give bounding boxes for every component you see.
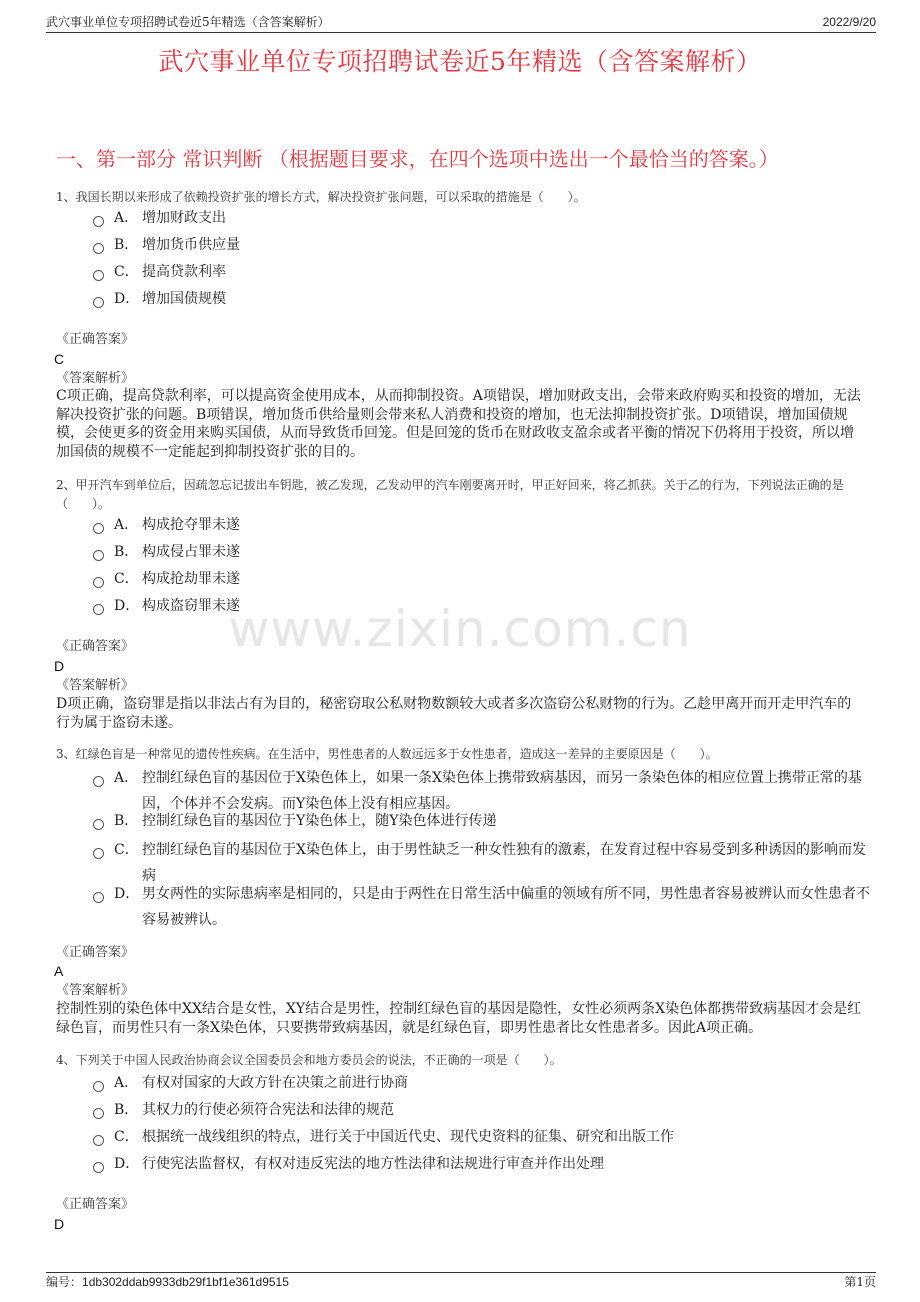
option-text: 提高贷款利率 — [142, 264, 226, 280]
option-b[interactable] — [92, 232, 872, 258]
option-d[interactable] — [92, 593, 872, 619]
answer-value: C — [54, 351, 65, 367]
document-code-value: 1db302ddab9933db29f1bf1e361d9515 — [82, 1275, 289, 1289]
option-text: 增加国债规模 — [142, 291, 226, 307]
radio-button-icon[interactable] — [93, 1108, 104, 1119]
option-text: 其权力的行使必须符合宪法和法律的规范 — [142, 1102, 394, 1118]
answer-value: D — [54, 658, 65, 674]
explanation-text: C项正确，提高贷款利率，可以提高资金使用成本，从而抑制投资。A项错误，增加财政支出，会带来政府购买和投资的增加，无法解决投资扩张的问题。B项错误，增加货币供给量则会带来私人消费和投资的增加，也无法抑制投资扩张。D项错误，增加国债规模，会使更多的资金用来购买国债，从而导致货币回笼。但是回笼的货币在财政收支盈余或者平衡的情况下仍将用于投资，所以增加国债的规模不一定能起到抑制投资扩张的目的。 — [56, 388, 861, 460]
page-title: 武穴事业单位专项招聘试卷近5年精选（含答案解析） — [158, 47, 762, 76]
radio-button-icon[interactable] — [93, 523, 104, 534]
radio-button-icon[interactable] — [93, 216, 104, 227]
header-date: 2022/9/20 — [822, 15, 876, 29]
radio-button-icon[interactable] — [93, 270, 104, 281]
answer-label: 《正确答案》 — [56, 639, 135, 654]
answer-label: 《正确答案》 — [56, 945, 135, 960]
option-c[interactable] — [92, 259, 872, 285]
option-c[interactable] — [92, 566, 872, 592]
option-letter: C． — [114, 842, 139, 858]
explanation-label: 《答案解析》 — [56, 678, 135, 693]
option-letter: B． — [114, 544, 139, 560]
option-letter: B． — [114, 237, 139, 253]
page-footer — [46, 1272, 876, 1291]
option-d[interactable] — [92, 1151, 872, 1177]
radio-button-icon[interactable] — [93, 297, 104, 308]
option-d[interactable] — [92, 881, 872, 933]
option-letter: D． — [114, 291, 140, 307]
option-text: 构成侵占罪未遂 — [142, 544, 240, 560]
radio-button-icon[interactable] — [93, 1081, 104, 1092]
header-doc-title: 武穴事业单位专项招聘试卷近5年精选（含答案解析） — [46, 15, 330, 29]
question-stem: 4、下列关于中国人民政治协商会议全国委员会和地方委员会的说法，不正确的一项是（ ）。 — [56, 1053, 562, 1067]
question-stem: 2、甲开汽车到单位后，因疏忽忘记拔出车钥匙，被乙发现，乙发动甲的汽车刚要离开时，甲正好回来，将乙抓获。关于乙的行为，下列说法正确的是（ ）。 — [56, 478, 844, 511]
option-a[interactable] — [92, 205, 872, 231]
option-text: 控制红绿色盲的基因位于X染色体上，如果一条X染色体上携带致病基因，而另一条染色体的相应位置上携带正常的基因，个体并不会发病。而Y染色体上没有相应基因。 — [142, 770, 862, 812]
option-text: 构成盗窃罪未遂 — [142, 598, 240, 614]
answer-value: D — [54, 1216, 65, 1232]
option-letter: A． — [114, 210, 139, 226]
option-a[interactable] — [92, 512, 872, 538]
radio-button-icon[interactable] — [93, 848, 104, 859]
option-letter: A． — [114, 770, 139, 786]
option-b[interactable] — [92, 539, 872, 565]
option-letter: B． — [114, 813, 139, 829]
document-code — [46, 1273, 289, 1291]
option-c[interactable] — [92, 1124, 872, 1150]
option-letter: A． — [114, 1075, 139, 1091]
option-letter: D． — [114, 598, 140, 614]
question-stem: 1、我国长期以来形成了依赖投资扩张的增长方式，解决投资扩张问题，可以采取的措施是（ ）。 — [56, 190, 586, 204]
option-text: 控制红绿色盲的基因位于X染色体上，由于男性缺乏一种女性独有的激素，在发育过程中容易受到多种诱因的影响而发病 — [142, 842, 866, 884]
option-text: 构成抢夺罪未遂 — [142, 517, 240, 533]
page-number: 第1页 — [844, 1275, 876, 1289]
radio-button-icon[interactable] — [93, 819, 104, 830]
radio-button-icon[interactable] — [93, 604, 104, 615]
option-text: 构成抢劫罪未遂 — [142, 571, 240, 587]
radio-button-icon[interactable] — [93, 892, 104, 903]
option-text: 有权对国家的大政方针在决策之前进行协商 — [142, 1075, 408, 1091]
answer-label: 《正确答案》 — [56, 332, 135, 347]
question-stem: 3、红绿色盲是一种常见的遗传性疾病。在生活中，男性患者的人数远远多于女性患者，造成这一差异的主要原因是（ ）。 — [56, 747, 718, 761]
radio-button-icon[interactable] — [93, 1135, 104, 1146]
option-b[interactable] — [92, 808, 872, 834]
explanation-label: 《答案解析》 — [56, 371, 135, 386]
explanation-text: 控制性别的染色体中XX结合是女性，XY结合是男性，控制红绿色盲的基因是隐性，女性必须两条X染色体都携带致病基因才会是红绿色盲，而男性只有一条X染色体，只要携带致病基因，就是红绿色盲，即男性患者比女性患者多。因此A项正确。 — [56, 1001, 862, 1036]
watermark: www.zixin.com.cn — [228, 600, 692, 658]
option-text: 行使宪法监督权，有权对违反宪法的地方性法律和法规进行审查并作出处理 — [142, 1156, 604, 1172]
option-letter: B． — [114, 1102, 139, 1118]
option-text: 增加财政支出 — [142, 210, 226, 226]
option-letter: A． — [114, 517, 139, 533]
option-text: 增加货币供应量 — [142, 237, 240, 253]
answer-label: 《正确答案》 — [56, 1197, 135, 1212]
section-title: 一、第一部分 常识判断 （根据题目要求，在四个选项中选出一个最恰当的答案。） — [56, 147, 779, 171]
option-text: 根据统一战线组织的特点，进行关于中国近代史、现代史资料的征集、研究和出版工作 — [142, 1129, 674, 1145]
radio-button-icon[interactable] — [93, 1162, 104, 1173]
option-text: 男女两性的实际患病率是相同的，只是由于两性在日常生活中偏重的领域有所不同，男性患者容易被辨认而女性患者不容易被辨认。 — [142, 886, 870, 928]
explanation-label: 《答案解析》 — [56, 983, 135, 998]
option-d[interactable] — [92, 286, 872, 312]
radio-button-icon[interactable] — [93, 776, 104, 787]
option-letter: C． — [114, 1129, 139, 1145]
option-letter: C． — [114, 571, 139, 587]
option-letter: D． — [114, 1156, 140, 1172]
option-b[interactable] — [92, 1097, 872, 1123]
page-header — [46, 12, 876, 33]
option-letter: C． — [114, 264, 139, 280]
option-a[interactable] — [92, 1070, 872, 1096]
radio-button-icon[interactable] — [93, 550, 104, 561]
answer-value: A — [54, 963, 64, 979]
radio-button-icon[interactable] — [93, 577, 104, 588]
document-code-label: 编号： — [46, 1275, 83, 1289]
option-text: 控制红绿色盲的基因位于Y染色体上，随Y染色体进行传递 — [142, 813, 497, 829]
radio-button-icon[interactable] — [93, 243, 104, 254]
option-letter: D． — [114, 886, 140, 902]
explanation-text: D项正确，盗窃罪是指以非法占有为目的，秘密窃取公私财物数额较大或者多次盗窃公私财物的行为。乙趁甲离开而开走甲汽车的行为属于盗窃未遂。 — [56, 696, 852, 731]
